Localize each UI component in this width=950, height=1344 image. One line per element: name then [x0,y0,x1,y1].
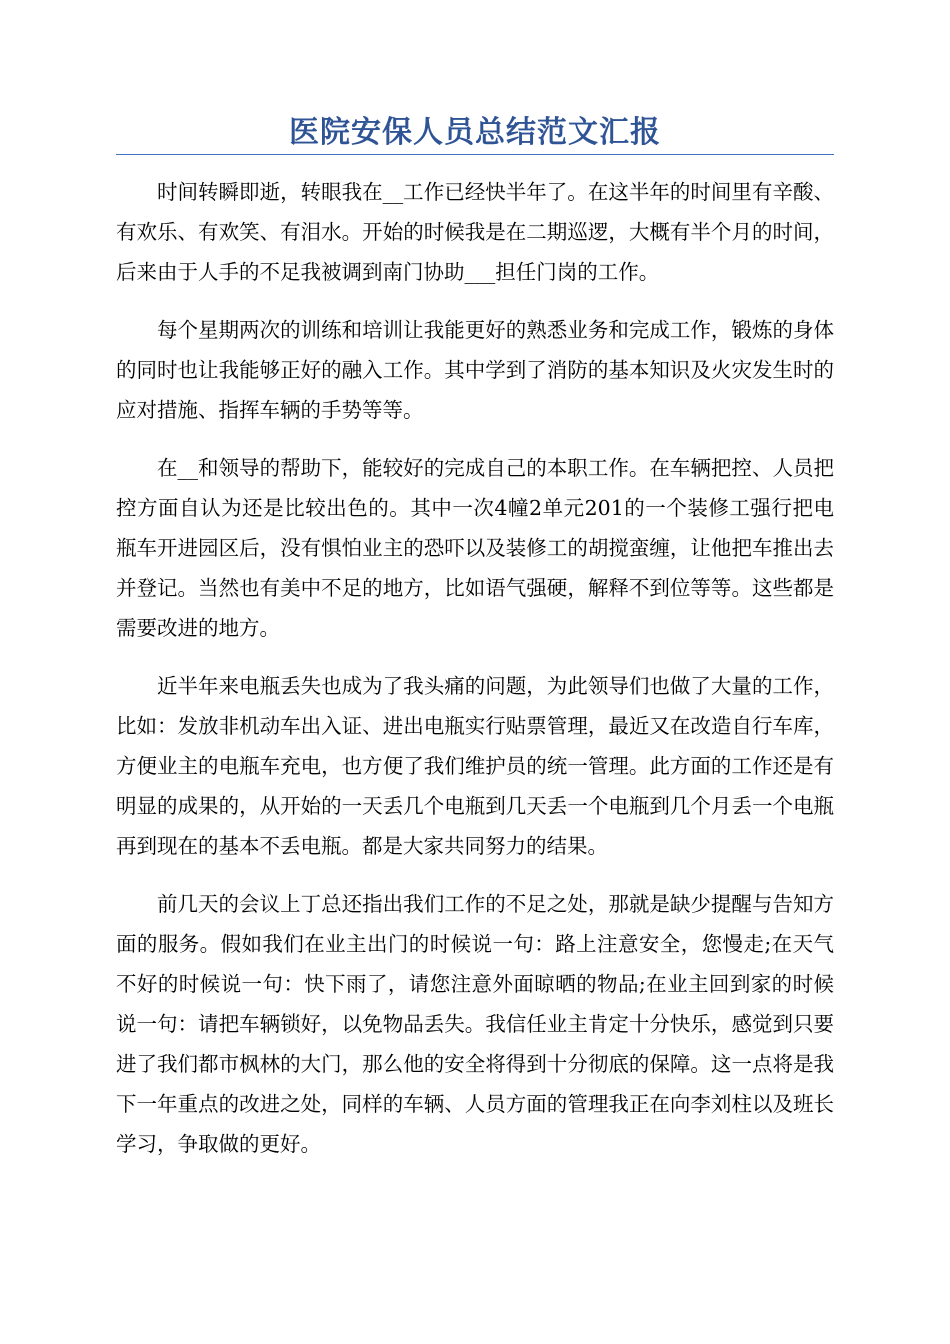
document-title: 医院安保人员总结范文汇报 [289,115,661,150]
document-body [116,172,834,1182]
paragraph: 每个星期两次的训练和培训让我能更好的熟悉业务和完成工作，锻炼的身体的同时也让我能够正好的融入工作。其中学到了消防的基本知识及火灾发生时的应对措施、指挥车辆的手势等等。 [116,318,834,422]
paragraph: 近半年来电瓶丢失也成为了我头痛的问题，为此领导们也做了大量的工作，比如：发放非机动车出入证、进出电瓶实行贴票管理，最近又在改造自行车库，方便业主的电瓶车充电，也方便了我们维护员的统一管理。此方面的工作还是有明显的成果的，从开始的一天丢几个电瓶到几天丢一个电瓶到几个月丢一个电瓶再到现在的基本不丢电瓶。都是大家共同努力的结果。 [116,674,834,858]
title-underline [116,154,834,155]
paragraph: 前几天的会议上丁总还指出我们工作的不足之处，那就是缺少提醒与告知方面的服务。假如我们在业主出门的时候说一句：路上注意安全，您慢走;在天气不好的时候说一句：快下雨了，请您注意外面晾晒的物品;在业主回到家的时候说一句：请把车辆锁好，以免物品丢失。我信任业主肯定十分快乐，感觉到只要进了我们都市枫林的大门，那么他的安全将得到十分彻底的保障。这一点将是我下一年重点的改进之处，同样的车辆、人员方面的管理我正在向李刘柱以及班长学习，争取做的更好。 [116,892,834,1156]
paragraph: 时间转瞬即逝，转眼我在__工作已经快半年了。在这半年的时间里有辛酸、有欢乐、有欢笑、有泪水。开始的时候我是在二期巡逻，大概有半个月的时间，后来由于人手的不足我被调到南门协助___担任门岗的工作。 [116,180,834,284]
paragraph: 在__和领导的帮助下，能较好的完成自己的本职工作。在车辆把控、人员把控方面自认为还是比较出色的。其中一次4幢2单元201的一个装修工强行把电瓶车开进园区后，没有惧怕业主的恐吓以及装修工的胡搅蛮缠，让他把车推出去并登记。当然也有美中不足的地方，比如语气强硬，解释不到位等等。这些都是需要改进的地方。 [116,456,834,640]
